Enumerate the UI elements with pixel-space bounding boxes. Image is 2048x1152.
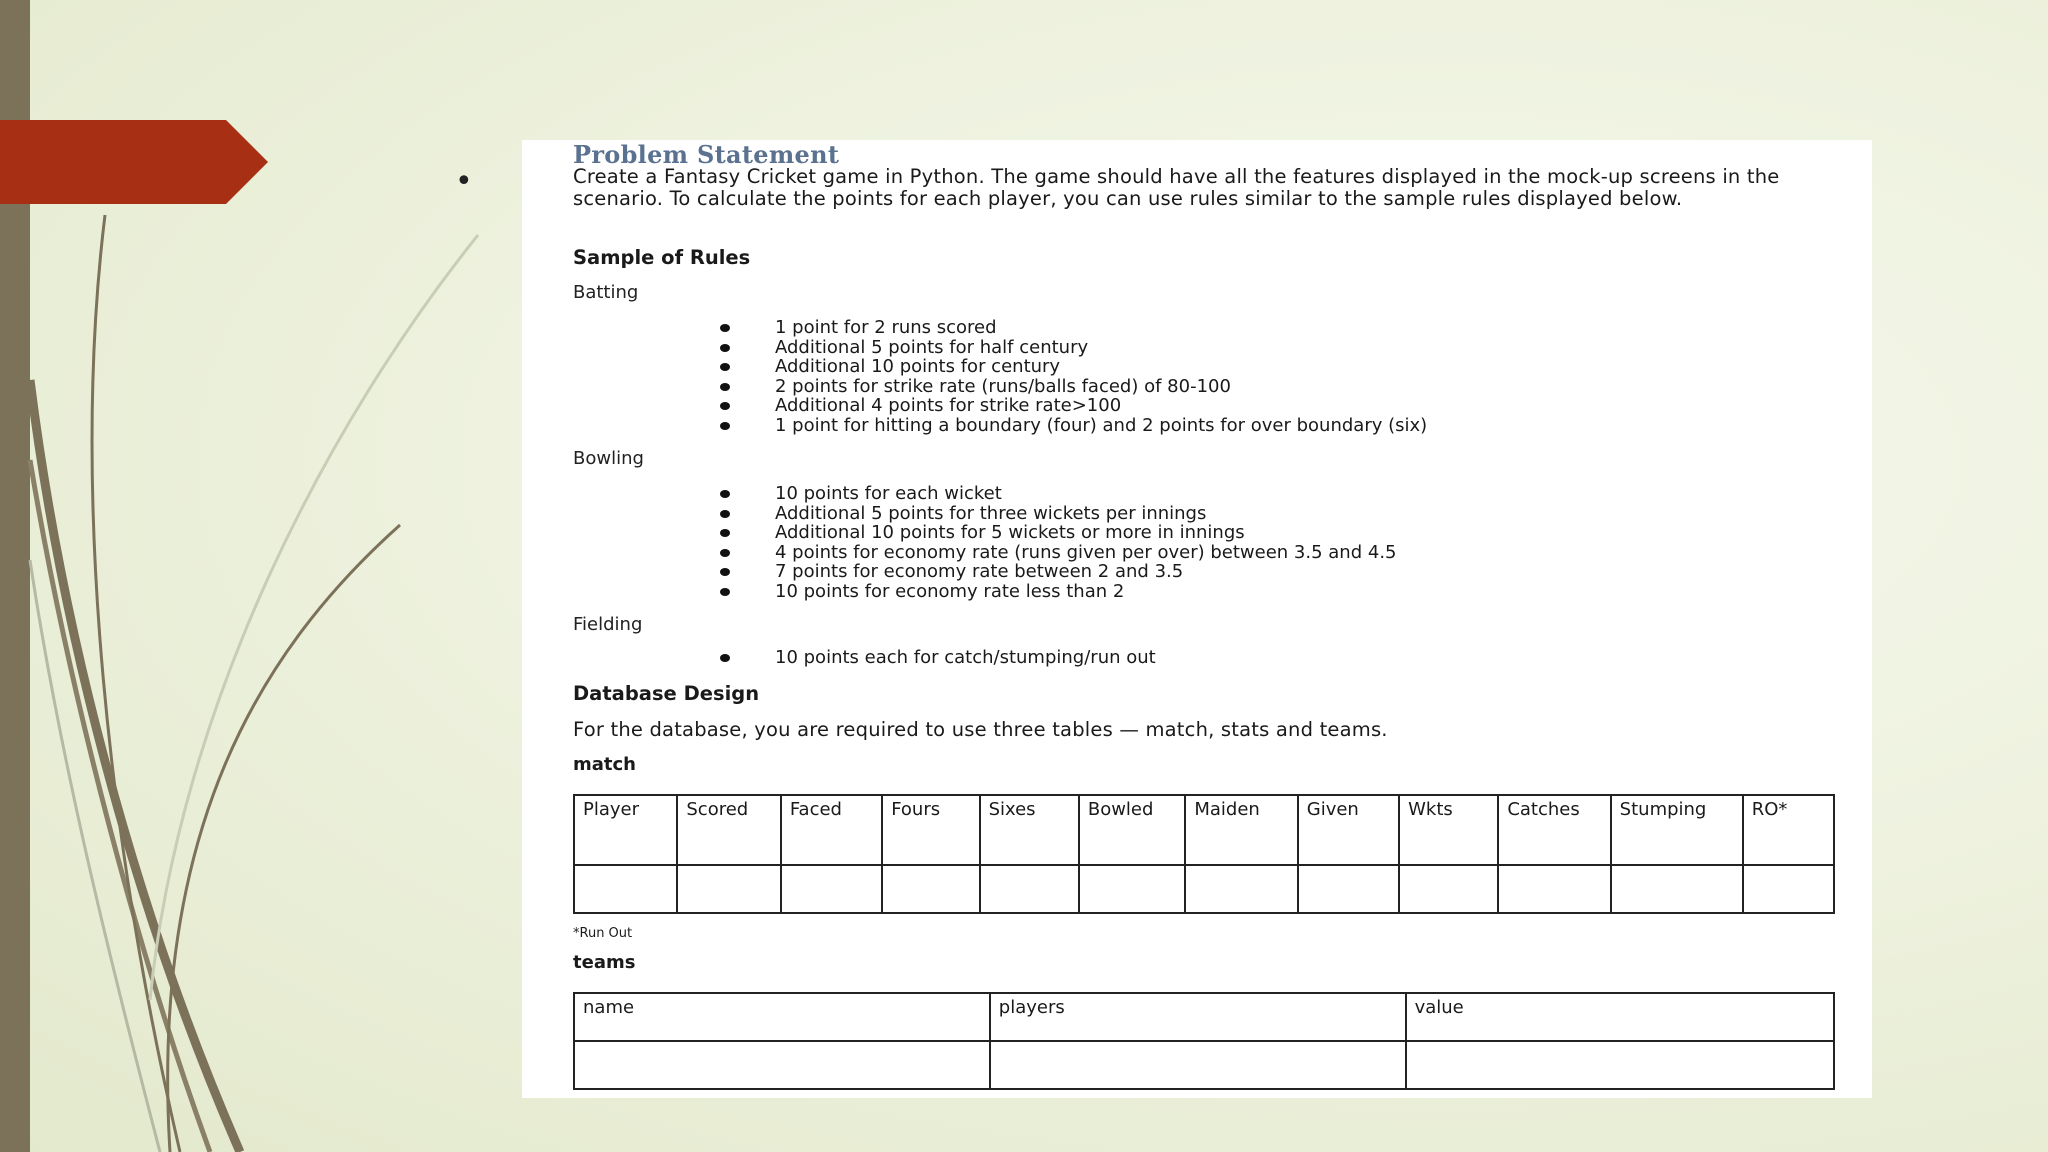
match-table-label: match	[573, 754, 636, 775]
list-item	[775, 543, 1397, 563]
table-cell	[1298, 865, 1399, 913]
database-paragraph: For the database, you are required to use three tables — match, stats and teams.	[573, 718, 1388, 741]
table-cell	[781, 865, 882, 913]
table-header-cell: Wkts	[1399, 795, 1498, 865]
batting-rules-list	[775, 318, 1427, 435]
table-header-cell: Catches	[1498, 795, 1610, 865]
list-item	[775, 377, 1427, 397]
bullet-icon	[720, 344, 730, 352]
table-cell	[1498, 865, 1610, 913]
intro-paragraph: Create a Fantasy Cricket game in Python. The game should have all the features displayed in the mock-up screens in the scenario. To calculate the points for each player, you can use rules similar to the sample rules displayed below.	[573, 165, 1780, 210]
bullet-icon	[720, 510, 730, 518]
bullet-icon	[720, 324, 730, 332]
table-cell	[574, 865, 677, 913]
table-cell	[1743, 865, 1834, 913]
bullet-icon	[720, 568, 730, 576]
bullet-icon	[720, 549, 730, 557]
bowling-rules-list	[775, 484, 1397, 601]
list-item	[775, 396, 1427, 416]
list-item	[775, 484, 1397, 504]
slide-bullet: •	[455, 164, 473, 199]
rule-text: 1 point for hitting a boundary (four) and 2 points for over boundary (six)	[775, 414, 1428, 436]
list-item	[775, 338, 1427, 358]
table-header-cell: Bowled	[1079, 795, 1186, 865]
list-item	[775, 318, 1427, 338]
table-cell	[1611, 865, 1743, 913]
bullet-icon	[720, 654, 730, 662]
table-cell	[1079, 865, 1186, 913]
bullet-icon	[720, 529, 730, 537]
bullet-icon	[720, 422, 730, 430]
table-row	[574, 865, 1834, 913]
list-item	[775, 504, 1397, 524]
table-row	[574, 993, 1834, 1041]
bowling-label: Bowling	[573, 448, 644, 469]
table-header-cell: Sixes	[980, 795, 1079, 865]
list-item	[775, 523, 1397, 543]
table-header-cell: Stumping	[1611, 795, 1743, 865]
rule-text: Additional 10 points for 5 wickets or more in innings	[775, 522, 1245, 543]
rule-text: 2 points for strike rate (runs/balls faced) of 80-100	[775, 375, 1231, 397]
table-cell	[574, 1041, 990, 1089]
table-header-cell: RO*	[1743, 795, 1834, 865]
table-header-cell: Given	[1298, 795, 1399, 865]
rule-text: 10 points for each wicket	[775, 483, 1002, 504]
rule-text: Additional 5 points for half century	[775, 336, 1089, 358]
teams-table	[573, 992, 1835, 1090]
fielding-rules-list	[775, 648, 1156, 668]
list-item	[775, 416, 1427, 436]
rule-text: 7 points for economy rate between 2 and 3.5	[775, 561, 1184, 582]
table-cell	[990, 1041, 1406, 1089]
fielding-label: Fielding	[573, 614, 643, 635]
batting-label: Batting	[573, 282, 639, 303]
list-item	[775, 582, 1397, 602]
footnote: *Run Out	[573, 926, 633, 941]
table-header-cell: Scored	[677, 795, 780, 865]
bullet-icon	[720, 363, 730, 371]
rule-text: 10 points for economy rate less than 2	[775, 580, 1125, 602]
table-header-cell: value	[1406, 993, 1834, 1041]
table-cell	[677, 865, 780, 913]
red-arrow-tab	[0, 120, 268, 204]
table-header-cell: name	[574, 993, 990, 1041]
database-heading: Database Design	[573, 682, 760, 705]
table-cell	[980, 865, 1079, 913]
rule-text: 1 point for 2 runs scored	[775, 317, 997, 338]
table-header-cell: Fours	[882, 795, 979, 865]
table-header-cell: Faced	[781, 795, 882, 865]
table-row	[574, 1041, 1834, 1089]
bullet-icon	[720, 588, 730, 596]
bullet-icon	[720, 490, 730, 498]
list-item	[775, 357, 1427, 377]
table-cell	[1185, 865, 1297, 913]
rule-text: Additional 4 points for strike rate>100	[775, 395, 1122, 416]
table-cell	[1399, 865, 1498, 913]
table-row	[574, 795, 1834, 865]
rules-heading: Sample of Rules	[573, 246, 751, 269]
rule-text: Additional 5 points for three wickets per innings	[775, 502, 1207, 524]
list-item	[775, 562, 1397, 582]
table-cell	[882, 865, 979, 913]
table-header-cell: players	[990, 993, 1406, 1041]
list-item	[775, 648, 1156, 668]
bullet-icon	[720, 383, 730, 391]
table-header-cell: Player	[574, 795, 677, 865]
doc-title: Problem Statement	[573, 140, 840, 169]
table-cell	[1406, 1041, 1834, 1089]
match-table	[573, 794, 1835, 914]
rule-text: 4 points for economy rate (runs given per over) between 3.5 and 4.5	[775, 541, 1397, 563]
document-image	[522, 140, 1872, 1098]
teams-table-label: teams	[573, 952, 636, 973]
rule-text: 10 points each for catch/stumping/run out	[775, 647, 1156, 668]
bullet-icon	[720, 402, 730, 410]
rule-text: Additional 10 points for century	[775, 356, 1061, 377]
table-header-cell: Maiden	[1185, 795, 1297, 865]
